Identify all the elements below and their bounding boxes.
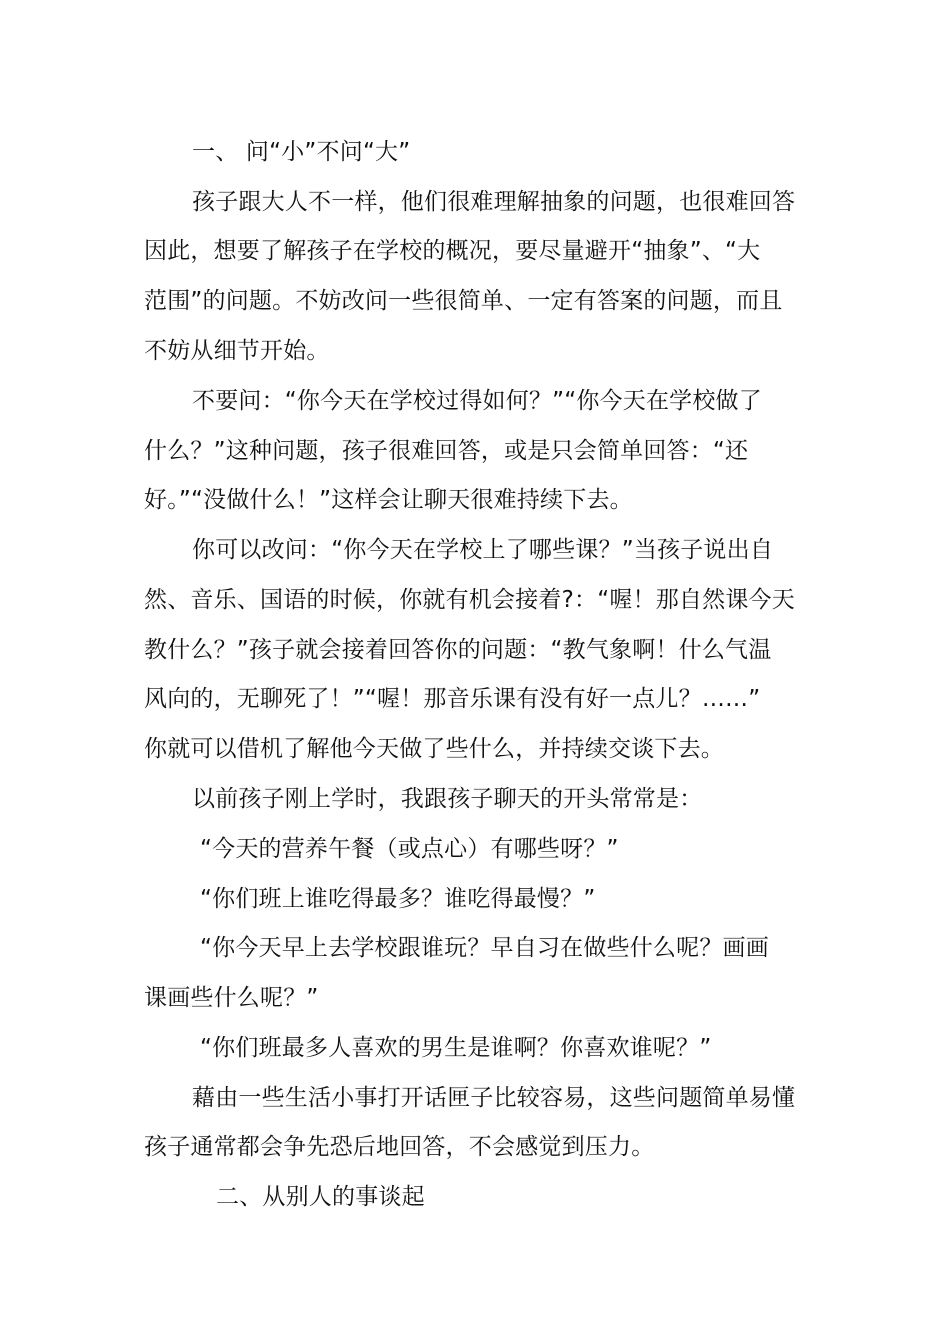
paragraph-line: 你可以改问：“你今天在学校上了哪些课？”当孩子说出自 <box>192 537 774 563</box>
question-line: 课画些什么呢？” <box>144 985 319 1011</box>
paragraph-line: 风向的，无聊死了！”“喔！那音乐课有没有好一点儿？……” <box>144 686 761 712</box>
question-line: “你们班最多人喜欢的男生是谁啊？你喜欢谁呢？” <box>200 1035 712 1061</box>
paragraph-line: 教什么？”孩子就会接着回答你的问题：“教气象啊！什么气温 <box>144 637 772 663</box>
paragraph-line: 然、音乐、国语的时候，你就有机会接着?：“喔！那自然课今天 <box>144 587 795 613</box>
paragraph-line: 因此，想要了解孩子在学校的概况，要尽量避开“抽象”、“大 <box>144 238 761 264</box>
paragraph-line: 不要问：“你今天在学校过得如何？”“你今天在学校做了 <box>192 388 762 414</box>
paragraph-line: 你就可以借机了解他今天做了些什么，并持续交谈下去。 <box>144 736 724 762</box>
heading-two: 二、从别人的事谈起 <box>216 1184 425 1210</box>
question-line: “你们班上谁吃得最多？谁吃得最慢？” <box>200 886 596 912</box>
paragraph-line: 孩子通常都会争先恐后地回答，不会感觉到压力。 <box>144 1134 655 1160</box>
question-line: “你今天早上去学校跟谁玩？早自习在做些什么呢？画画 <box>200 935 769 961</box>
paragraph-line: 以前孩子刚上学时，我跟孩子聊天的开头常常是： <box>192 786 703 812</box>
paragraph-line: 藉由一些生活小事打开话匣子比较容易，这些问题简单易懂 <box>192 1085 796 1111</box>
paragraph-line: 什么？”这种问题，孩子很难回答，或是只会简单回答：“还 <box>144 438 749 464</box>
paragraph-line: 孩子跟大人不一样，他们很难理解抽象的问题，也很难回答 <box>192 189 796 215</box>
paragraph-line: 范围”的问题。不妨改问一些很简单、一定有答案的问题，而且 <box>144 288 783 314</box>
paragraph-line: 好。”“没做什么！”这样会让聊天很难持续下去。 <box>144 487 633 513</box>
paragraph-line: 不妨从细节开始。 <box>144 338 330 364</box>
heading-one: 一、 问“小”不问“大” <box>192 139 411 165</box>
question-line: “今天的营养午餐（或点心）有哪些呀？” <box>200 836 619 862</box>
